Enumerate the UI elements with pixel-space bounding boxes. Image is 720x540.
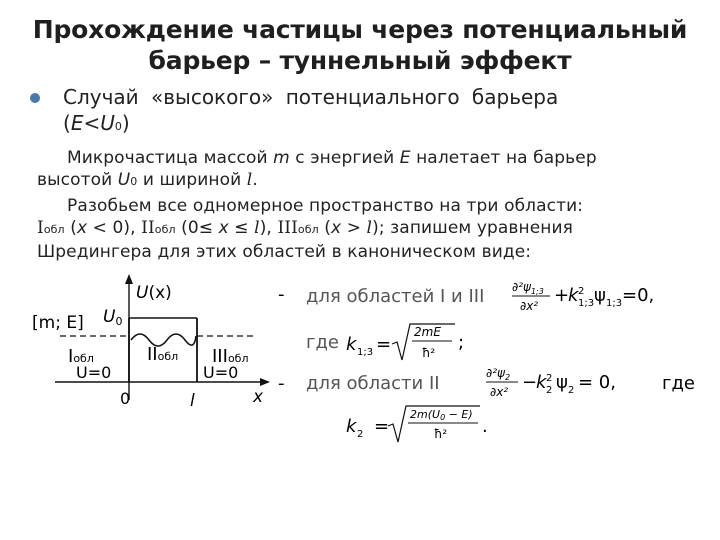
svg-text:∂²ψ1;3: $\partial^2\psi_{1;3}$ bbox=[512, 280, 544, 296]
svg-text:k: k bbox=[568, 285, 579, 306]
text-span: ); запишем уравнения bbox=[372, 218, 573, 238]
bullet-text-line-2 bbox=[63, 110, 690, 140]
k2-formula bbox=[346, 406, 488, 442]
svg-text:1;3: 1;3 bbox=[578, 298, 595, 309]
region-3-roman: III bbox=[277, 218, 298, 238]
svg-text:=: = bbox=[374, 416, 390, 437]
mass-symbol: m bbox=[273, 148, 290, 168]
paragraph-regions-line-2 bbox=[37, 217, 677, 241]
text-span: > bbox=[341, 218, 367, 238]
schrodinger-eq-1-3 bbox=[512, 280, 654, 313]
svg-text:ψ: ψ bbox=[594, 285, 606, 306]
x-symbol: x bbox=[218, 218, 229, 238]
text-span: с энергией bbox=[289, 148, 400, 168]
m-e-label: [m; E] bbox=[32, 313, 84, 333]
paragraph-particle-line-2 bbox=[37, 169, 677, 193]
potential-subscript: 0 bbox=[130, 175, 138, 188]
svg-text:.: . bbox=[482, 416, 488, 437]
equations-block bbox=[270, 270, 720, 450]
text-span: Микрочастица массой bbox=[67, 148, 274, 168]
text-span: ≤ bbox=[228, 218, 255, 238]
k13-formula bbox=[346, 324, 464, 360]
x-axis-label: x bbox=[253, 387, 264, 407]
text-span: и шириной bbox=[137, 170, 247, 190]
svg-text:2: 2 bbox=[568, 385, 575, 396]
svg-text:ħ²: ħ² bbox=[434, 427, 448, 441]
origin-label: 0 bbox=[120, 389, 131, 408]
schrodinger-eq-2 bbox=[486, 366, 616, 399]
svg-text:ψ: ψ bbox=[556, 372, 568, 393]
paragraph-particle bbox=[37, 147, 677, 193]
potential-symbol: U bbox=[100, 111, 115, 135]
text-span: налетает на барьер bbox=[410, 148, 597, 168]
region-2-roman: II bbox=[141, 218, 155, 238]
title-line-1: Прохождение частицы через потенциальный bbox=[32, 15, 688, 44]
paragraph-particle-line-1 bbox=[37, 147, 677, 169]
paragraph-regions-line-1 bbox=[37, 195, 677, 217]
svg-text:1;3: 1;3 bbox=[357, 347, 374, 358]
svg-text:1;3: 1;3 bbox=[606, 298, 623, 309]
u-eq-0-left: U=0 bbox=[76, 363, 112, 382]
svg-text:−: − bbox=[522, 372, 538, 393]
region-1-roman: I bbox=[37, 218, 44, 238]
title-line-2: барьер – туннельный эффект bbox=[148, 46, 572, 75]
svg-text:2: 2 bbox=[546, 373, 553, 384]
text-span: . bbox=[252, 170, 258, 190]
region-2-label: IIобл bbox=[147, 344, 179, 365]
less-than-sign: < bbox=[83, 111, 101, 135]
svg-text:k: k bbox=[346, 334, 357, 355]
potential-subscript: 0 bbox=[114, 120, 122, 133]
svg-text:ħ²: ħ² bbox=[422, 346, 436, 360]
svg-text:=: = bbox=[376, 334, 392, 355]
svg-text:2m(U0 − E): 2m(U0 − E) bbox=[410, 408, 473, 422]
bullet-text-line-1: Случай «высокого» потенциального барьера bbox=[63, 85, 559, 109]
potential-symbol: U bbox=[117, 170, 131, 190]
svg-text:k: k bbox=[346, 416, 357, 437]
text-span: < 0), bbox=[87, 218, 142, 238]
u-axis-arrow-icon bbox=[125, 274, 133, 284]
text-span: (0≤ bbox=[175, 218, 219, 238]
svg-text:2: 2 bbox=[578, 286, 585, 297]
barrier-diagram bbox=[0, 270, 300, 420]
svg-text:∂²ψ2: $\partial^2\psi_2$ bbox=[486, 366, 511, 382]
region-subscript: обл bbox=[297, 223, 319, 236]
svg-text:∂x²: ∂x² bbox=[490, 385, 509, 399]
bullet-item bbox=[30, 84, 690, 140]
label-region-2: для области II bbox=[306, 373, 440, 394]
width-symbol: l bbox=[254, 218, 260, 238]
x-symbol: x bbox=[331, 218, 342, 238]
svg-text:k: k bbox=[536, 372, 547, 393]
text-span: ( bbox=[64, 218, 77, 238]
region-subscript: обл bbox=[43, 223, 65, 236]
svg-text:∂x²: ∂x² bbox=[520, 299, 539, 313]
energy-symbol: E bbox=[70, 111, 84, 135]
dash-1: - bbox=[278, 284, 285, 305]
width-l-label: l bbox=[190, 391, 195, 411]
label-regions-1-3: для областей I и III bbox=[306, 286, 485, 307]
x-axis-arrow-icon bbox=[260, 378, 270, 386]
svg-text:2mE: 2mE bbox=[414, 325, 441, 339]
where-1: где bbox=[306, 332, 339, 353]
width-symbol: l bbox=[246, 170, 253, 190]
paragraph-regions-line-3: Шредингера для этих областей в каноническом виде: bbox=[37, 242, 532, 262]
svg-text:;: ; bbox=[458, 332, 465, 353]
svg-text:+: + bbox=[554, 285, 570, 306]
text-span: высотой bbox=[37, 170, 118, 190]
region-subscript: обл bbox=[154, 223, 176, 236]
paren-close: ) bbox=[121, 111, 130, 135]
slide-title bbox=[0, 14, 720, 76]
text-span: ), bbox=[259, 218, 278, 238]
region-1-label: Iобл bbox=[68, 346, 94, 367]
x-symbol: x bbox=[76, 218, 88, 238]
u0-label: U0 bbox=[103, 307, 123, 328]
energy-symbol: E bbox=[399, 148, 411, 168]
text-span: ( bbox=[318, 218, 332, 238]
wave-in-barrier bbox=[131, 334, 196, 346]
width-symbol: l bbox=[366, 218, 373, 238]
paragraph-regions bbox=[37, 195, 677, 263]
svg-text:2: 2 bbox=[546, 385, 553, 396]
text-span: Разобьем все одномерное пространство на три области: bbox=[67, 196, 584, 216]
u-eq-0-right: U=0 bbox=[203, 363, 239, 382]
region-3-label: IIIобл bbox=[212, 346, 249, 367]
svg-text:=0,: =0, bbox=[622, 285, 655, 306]
svg-text:= 0,: = 0, bbox=[578, 372, 616, 393]
bullet-dot-icon bbox=[30, 93, 40, 103]
u-x-label: U(x) bbox=[136, 283, 172, 303]
dash-2: - bbox=[278, 373, 285, 394]
svg-text:2: 2 bbox=[357, 429, 364, 440]
paren-open: ( bbox=[63, 111, 71, 135]
where-2: где bbox=[662, 373, 695, 394]
